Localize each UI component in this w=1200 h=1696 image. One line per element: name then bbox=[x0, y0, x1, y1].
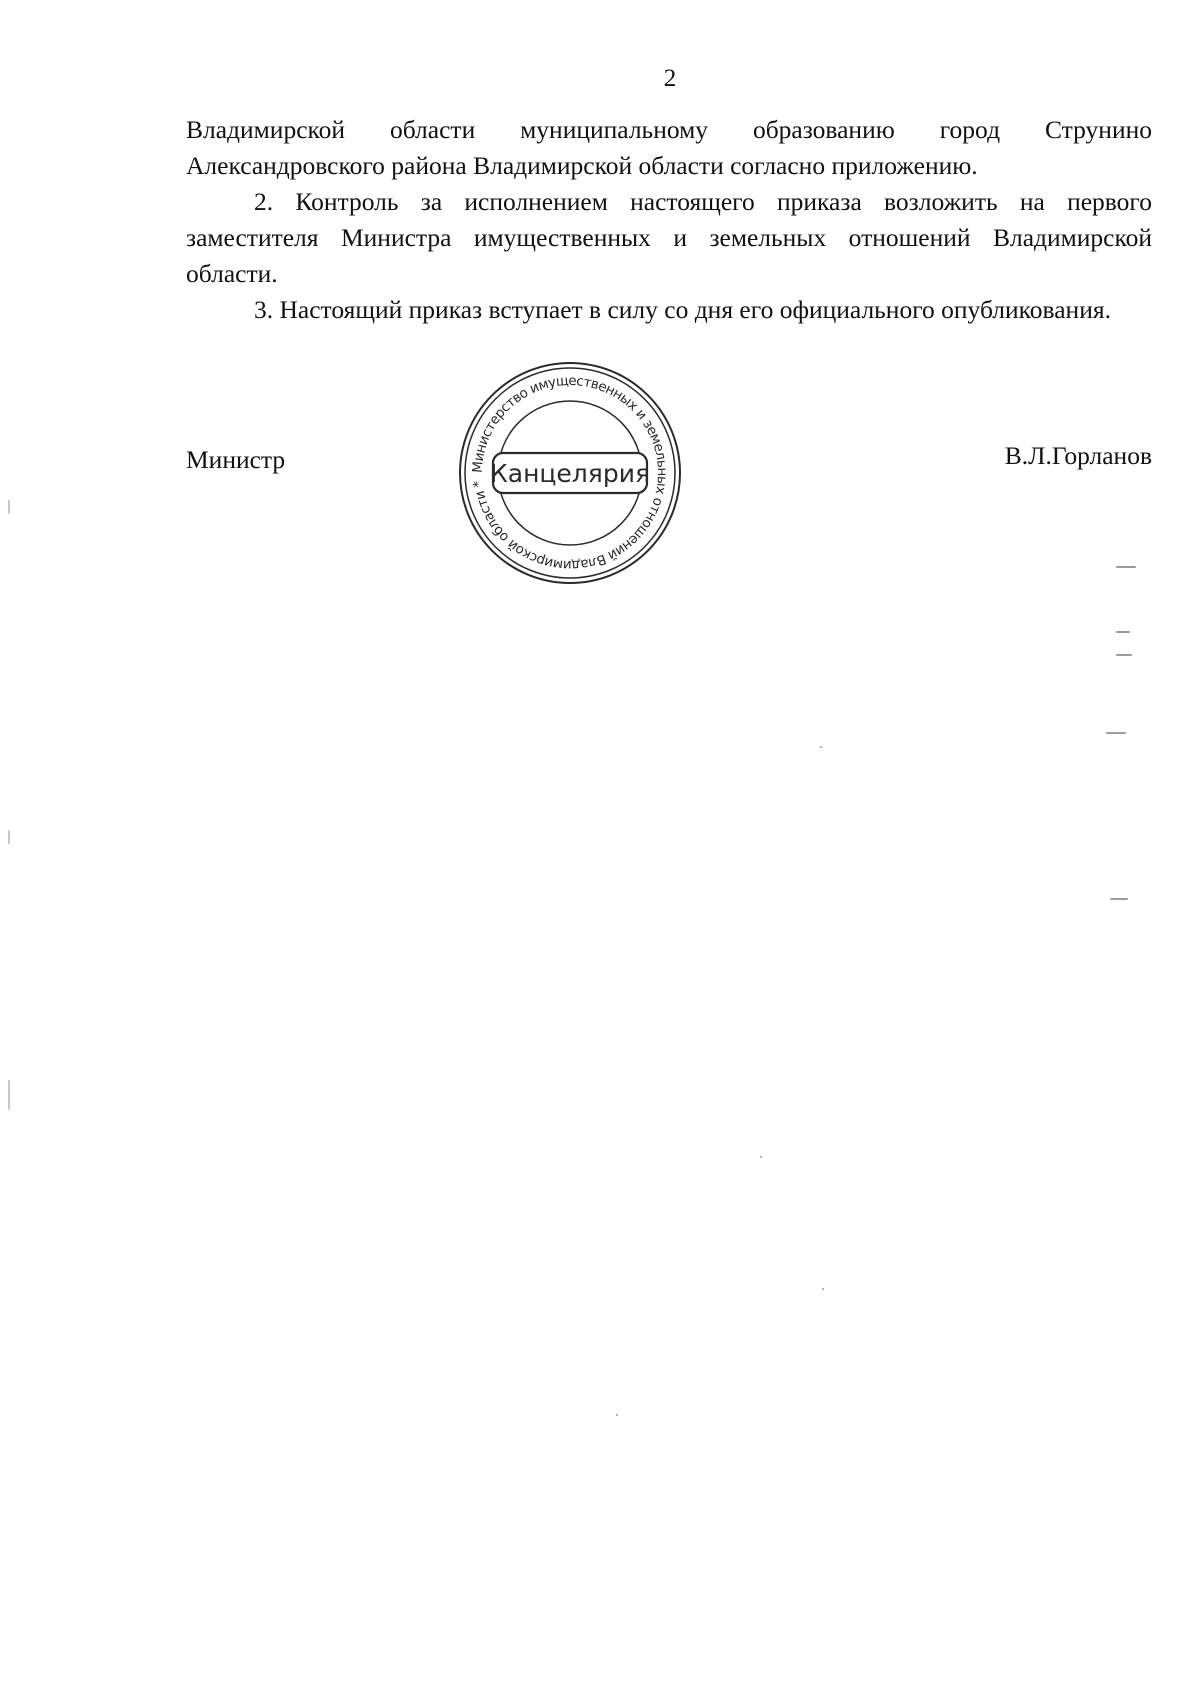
page-number: 2 bbox=[663, 65, 677, 92]
paragraph-continuation: Владимирской области муниципальному образованию город Струнино Александровского района Владимирской области согласно приложению. bbox=[186, 115, 1152, 180]
paragraph-control: 2. Контроль за исполнением настоящего приказа возложить на первого заместителя Министра имущественных и земельных отношений Владимирской области. bbox=[186, 187, 1152, 288]
paragraph-effective-date: 3. Настоящий приказ вступает в силу со дня его официального опубликования. bbox=[254, 295, 1111, 324]
official-stamp bbox=[457, 360, 683, 586]
document-body bbox=[186, 112, 1152, 328]
stamp-seal-icon bbox=[457, 360, 683, 586]
svg-text:Министерство имущественных и з: Министерство имущественных и земельных отношений Владимирской области * bbox=[469, 372, 671, 574]
signer-name: В.Л.Горланов bbox=[1004, 441, 1152, 470]
svg-text:Канцелярия: Канцелярия bbox=[490, 459, 650, 488]
signer-position: Министр bbox=[186, 445, 286, 474]
